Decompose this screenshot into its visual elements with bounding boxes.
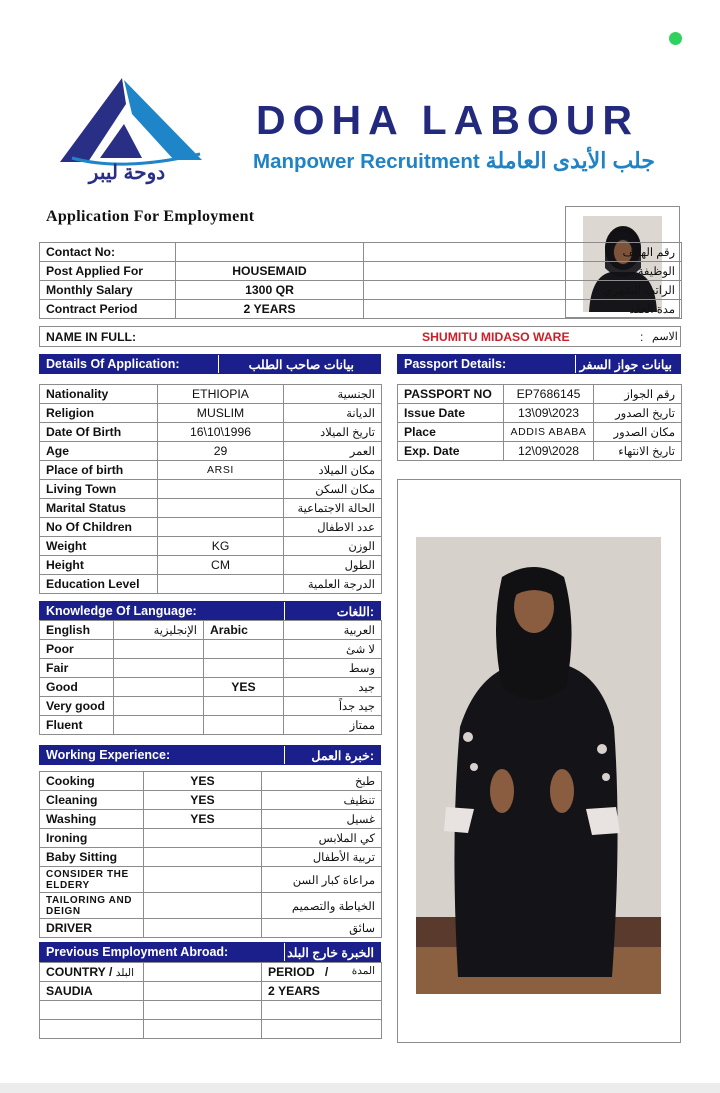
field-label-arabic: مكان السكن <box>284 480 382 499</box>
experience-row <box>40 810 382 829</box>
passport-header-bar <box>397 354 681 374</box>
header-divider <box>575 355 576 373</box>
field-label: Living Town <box>40 480 158 499</box>
field-label-arabic: الوظيفة <box>364 262 682 281</box>
english-level-value <box>114 659 204 678</box>
field-label: Monthly Salary <box>40 281 176 300</box>
previous-table <box>39 962 382 1039</box>
col-country-en: COUNTRY / <box>46 965 113 979</box>
field-label-arabic: الطول <box>284 556 382 575</box>
language-row <box>40 678 382 697</box>
skill-label: Baby Sitting <box>40 848 144 867</box>
name-row <box>39 326 681 347</box>
previous-row <box>40 982 382 1001</box>
skill-value: YES <box>144 791 262 810</box>
skill-label-arabic: كي الملابس <box>262 829 382 848</box>
field-label-arabic: مدة العقد <box>364 300 682 319</box>
skill-label: Ironing <box>40 829 144 848</box>
field-value: 16\10\1996 <box>158 423 284 442</box>
experience-row <box>40 829 382 848</box>
col-country-ar: البلد <box>115 967 135 979</box>
skill-label: TAILORING AND DEIGN <box>40 893 144 919</box>
level-label-arabic: جيد جداً <box>284 697 382 716</box>
level-label: Fair <box>40 659 114 678</box>
experience-row <box>40 848 382 867</box>
previous-header-en: Previous Employment Abroad: <box>46 945 229 959</box>
col-period-label <box>262 963 382 982</box>
field-label-arabic: تاريخ الميلاد <box>284 423 382 442</box>
details-row <box>40 518 382 537</box>
field-label: Weight <box>40 537 158 556</box>
level-label: Good <box>40 678 114 697</box>
name-colon: : <box>640 330 644 344</box>
field-value: ADDIS ABABA <box>504 423 594 442</box>
language-row <box>40 659 382 678</box>
name-label-arabic: الاسم <box>652 331 678 343</box>
field-value <box>158 499 284 518</box>
details-header-ar: بيانات صاحب الطلب <box>248 358 354 372</box>
passport-table <box>397 384 682 461</box>
field-label-arabic: تاريخ الصدور <box>594 404 682 423</box>
arabic-level-value <box>204 640 284 659</box>
level-label-arabic: جيد <box>284 678 382 697</box>
arabic-level-value <box>204 716 284 735</box>
language-row <box>40 697 382 716</box>
skill-label-arabic: الخياطة والتصميم <box>262 893 382 919</box>
period-value <box>262 1020 382 1039</box>
language-row <box>40 640 382 659</box>
details-table <box>39 384 382 594</box>
field-value: 1300 QR <box>176 281 364 300</box>
col-country-blank <box>144 963 262 982</box>
top-info-row <box>40 243 682 262</box>
arabic-level-value: YES <box>204 678 284 697</box>
field-label-arabic: الديانة <box>284 404 382 423</box>
col-period-en: PERIOD / <box>268 965 329 979</box>
details-header-bar <box>39 354 381 374</box>
details-row <box>40 442 382 461</box>
previous-header-bar <box>39 942 381 962</box>
field-label: Height <box>40 556 158 575</box>
previous-row <box>40 1020 382 1039</box>
language-header-en: Knowledge Of Language: <box>46 604 197 618</box>
name-label: NAME IN FULL: <box>46 330 137 344</box>
field-value <box>158 575 284 594</box>
field-label-arabic: الحالة الاجتماعية <box>284 499 382 518</box>
field-label: Nationality <box>40 385 158 404</box>
level-label: Poor <box>40 640 114 659</box>
details-row <box>40 404 382 423</box>
field-value: 12\09\2028 <box>504 442 594 461</box>
skill-value <box>144 848 262 867</box>
field-value: KG <box>158 537 284 556</box>
company-tagline <box>253 148 655 174</box>
experience-row <box>40 791 382 810</box>
full-name-value: SHUMITU MIDASO WARE <box>422 330 570 344</box>
passport-row <box>398 385 682 404</box>
details-row <box>40 575 382 594</box>
level-label: Very good <box>40 697 114 716</box>
blank-cell <box>144 1020 262 1039</box>
experience-row <box>40 867 382 893</box>
top-info-row <box>40 281 682 300</box>
photo-frame-large <box>397 479 681 1043</box>
field-value: ARSI <box>158 461 284 480</box>
details-row <box>40 499 382 518</box>
col-arabic-arabic: العربية <box>284 621 382 640</box>
field-value: 13\09\2023 <box>504 404 594 423</box>
details-row <box>40 423 382 442</box>
field-value: 2 YEARS <box>176 300 364 319</box>
skill-value: YES <box>144 772 262 791</box>
skill-label: CONSIDER THE ELDERY <box>40 867 144 893</box>
english-level-value <box>114 678 204 697</box>
language-header-ar: اللغات: <box>336 605 374 619</box>
top-info-table <box>39 242 682 319</box>
field-value <box>176 243 364 262</box>
experience-header-en: Working Experience: <box>46 748 171 762</box>
field-label: Place of birth <box>40 461 158 480</box>
skill-label: DRIVER <box>40 919 144 938</box>
field-value: 29 <box>158 442 284 461</box>
passport-header-en: Passport Details: <box>404 357 507 371</box>
experience-table <box>39 771 382 938</box>
field-label: No Of Children <box>40 518 158 537</box>
passport-row <box>398 423 682 442</box>
company-name: DOHA LABOUR <box>256 97 639 143</box>
country-value <box>40 1001 144 1020</box>
header-divider <box>284 943 285 961</box>
level-label-arabic: وسط <box>284 659 382 678</box>
arabic-level-value <box>204 697 284 716</box>
field-label-arabic: العمر <box>284 442 382 461</box>
top-info-row <box>40 300 682 319</box>
top-info-row <box>40 262 682 281</box>
details-row <box>40 537 382 556</box>
col-arabic-label: Arabic <box>204 621 284 640</box>
previous-row <box>40 1001 382 1020</box>
experience-row <box>40 772 382 791</box>
details-row <box>40 480 382 499</box>
tagline-english: Manpower Recruitment <box>253 150 480 173</box>
language-table <box>39 620 382 735</box>
skill-label: Cleaning <box>40 791 144 810</box>
company-logo <box>52 74 212 186</box>
col-period-ar: المدة <box>351 965 375 977</box>
experience-header-bar <box>39 745 381 765</box>
field-value <box>158 480 284 499</box>
full-body-photo <box>416 537 661 994</box>
field-label-arabic: مكان الميلاد <box>284 461 382 480</box>
skill-value <box>144 867 262 893</box>
field-value: HOUSEMAID <box>176 262 364 281</box>
field-label: Contact No: <box>40 243 176 262</box>
level-label-arabic: لا شئ <box>284 640 382 659</box>
period-value <box>262 1001 382 1020</box>
field-label: Education Level <box>40 575 158 594</box>
passport-header-ar: بيانات جواز السفر <box>579 358 672 372</box>
skill-label-arabic: سائق <box>262 919 382 938</box>
skill-value <box>144 829 262 848</box>
field-label: Place <box>398 423 504 442</box>
field-label-arabic: الوزن <box>284 537 382 556</box>
header-divider <box>218 355 219 373</box>
field-label: Post Applied For <box>40 262 176 281</box>
language-header-bar <box>39 601 381 621</box>
details-row <box>40 556 382 575</box>
field-label: Contract Period <box>40 300 176 319</box>
field-value: MUSLIM <box>158 404 284 423</box>
country-value <box>40 1020 144 1039</box>
field-label-arabic: مكان الصدور <box>594 423 682 442</box>
english-level-value <box>114 716 204 735</box>
field-label-arabic: تاريخ الانتهاء <box>594 442 682 461</box>
level-label: Fluent <box>40 716 114 735</box>
field-value <box>158 518 284 537</box>
logo-arabic-text: دوحة ليبر <box>88 162 166 184</box>
blank-cell <box>144 1001 262 1020</box>
skill-value: YES <box>144 810 262 829</box>
field-label-arabic: الجنسية <box>284 385 382 404</box>
field-label: Age <box>40 442 158 461</box>
skill-label-arabic: غسيل <box>262 810 382 829</box>
language-column-header-row <box>40 621 382 640</box>
skill-value <box>144 919 262 938</box>
skill-value <box>144 893 262 919</box>
previous-header-ar: الخبرة خارج البلد <box>287 946 374 960</box>
period-value: 2 YEARS <box>262 982 382 1001</box>
experience-row <box>40 919 382 938</box>
status-dot-icon <box>669 32 682 45</box>
english-level-value <box>114 697 204 716</box>
field-value: ETHIOPIA <box>158 385 284 404</box>
details-header-en: Details Of Application: <box>46 357 180 371</box>
blank-cell <box>144 982 262 1001</box>
form-title: Application For Employment <box>46 208 255 225</box>
tagline-arabic: جلب الأيدى العاملة <box>485 148 655 173</box>
field-label: Date Of Birth <box>40 423 158 442</box>
details-row <box>40 461 382 480</box>
field-label: Religion <box>40 404 158 423</box>
col-english-arabic: الإنجليزية <box>114 621 204 640</box>
field-value: EP7686145 <box>504 385 594 404</box>
details-row <box>40 385 382 404</box>
experience-row <box>40 893 382 919</box>
experience-header-ar: خبرة العمل: <box>311 749 374 763</box>
field-label-arabic: الراتب الشهري <box>364 281 682 300</box>
skill-label-arabic: مراعاة كبار السن <box>262 867 382 893</box>
field-label-arabic: رقم الهاتف <box>364 243 682 262</box>
field-label-arabic: رقم الجواز <box>594 385 682 404</box>
skill-label-arabic: طبخ <box>262 772 382 791</box>
skill-label-arabic: تربية الأطفال <box>262 848 382 867</box>
previous-column-header-row <box>40 963 382 982</box>
field-label: PASSPORT NO <box>398 385 504 404</box>
header-divider <box>284 602 285 620</box>
header-divider <box>284 746 285 764</box>
field-label-arabic: عدد الاطفال <box>284 518 382 537</box>
skill-label: Washing <box>40 810 144 829</box>
field-label: Marital Status <box>40 499 158 518</box>
passport-row <box>398 404 682 423</box>
country-value: SAUDIA <box>40 982 144 1001</box>
col-english-label: English <box>40 621 114 640</box>
level-label-arabic: ممتاز <box>284 716 382 735</box>
arabic-level-value <box>204 659 284 678</box>
passport-row <box>398 442 682 461</box>
field-value: CM <box>158 556 284 575</box>
field-label-arabic: الدرجة العلمية <box>284 575 382 594</box>
field-label: Exp. Date <box>398 442 504 461</box>
skill-label: Cooking <box>40 772 144 791</box>
col-country-label <box>40 963 144 982</box>
english-level-value <box>114 640 204 659</box>
field-label: Issue Date <box>398 404 504 423</box>
language-row <box>40 716 382 735</box>
skill-label-arabic: تنظيف <box>262 791 382 810</box>
